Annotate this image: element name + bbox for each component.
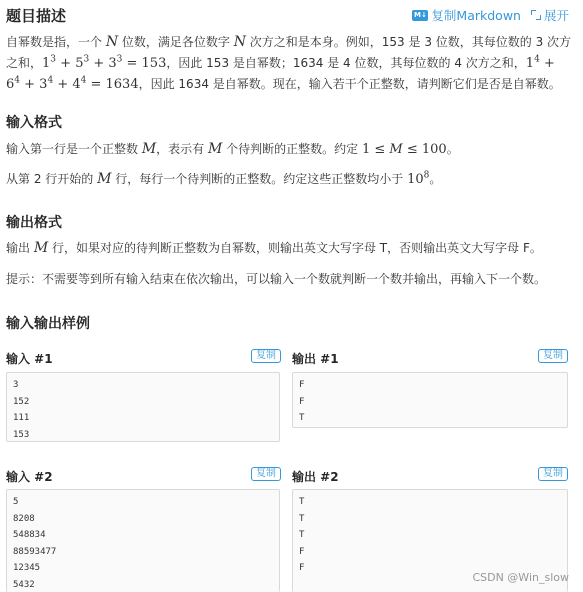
input-format-p1: 输入第一行是一个正整数 M，表示有 M 个待判断的正整数。约定 1 ≤ M ≤ 100。 [6, 141, 459, 157]
list-item: F [299, 546, 305, 557]
list-item: 88593477 [13, 546, 57, 557]
list-item: F [299, 563, 305, 573]
list-item: 111 [13, 413, 30, 423]
sample-output-1-label: 输出 #1 [292, 352, 339, 366]
markdown-icon: M↓ [414, 10, 427, 19]
expand-label: 展开 [543, 8, 569, 23]
description-text [6, 32, 574, 95]
sample-input-1[interactable] [6, 372, 280, 442]
sample-input-2[interactable] [6, 489, 280, 592]
input-format-p2: 从第 2 行开始的 M 行，每行一个待判断的正整数。约定这些正整数均小于 $10^8$。 [6, 170, 442, 187]
list-item: T [299, 513, 305, 524]
list-item: F [299, 380, 305, 390]
samples-heading: 输入输出样例 [6, 316, 90, 332]
problem-title: 题目描述 [6, 7, 67, 25]
copy-markdown-label: 复制Markdown [431, 8, 521, 23]
list-item: T [299, 530, 305, 540]
input-format-heading: 输入格式 [6, 115, 62, 131]
list-item: 5432 [13, 579, 35, 590]
description-line-1: 自幂数是指，一个 N 位数，满足各位数字 N 次方之和是本身。例如，153 是 3 位数，其每位数的 3 次方 [6, 34, 572, 50]
list-item: 152 [13, 396, 30, 407]
watermark: CSDN @Win_slow [472, 571, 569, 584]
sample-output-1[interactable] [292, 372, 568, 428]
list-item: 8208 [13, 513, 35, 524]
copy-markdown-button[interactable] [412, 6, 521, 24]
copy-input-1-button[interactable]: 复制 [251, 349, 281, 363]
output-format-heading: 输出格式 [6, 215, 62, 231]
toolbar [412, 6, 569, 24]
list-item: T [299, 497, 305, 507]
list-item: 5 [13, 497, 19, 507]
expand-button[interactable] [531, 6, 569, 24]
copy-output-1-button[interactable]: 复制 [538, 349, 568, 363]
list-item: 3 [13, 380, 19, 390]
description-line-3: $6^4 + 3^4 + 4^4 = 1634$，因此 1634 是自幂数。现在，输入若干个正整数，请判断它们是否是自幂数。 [6, 75, 561, 92]
list-item: 153 [13, 429, 30, 440]
list-item: 12345 [13, 563, 41, 573]
sample-input-2-label: 输入 #2 [6, 470, 53, 484]
list-item: 548834 [13, 530, 46, 540]
list-item: F [299, 396, 305, 407]
description-line-2: 之和，$1^3 + 5^3 + 3^3 = 153$，因此 153 是自幂数；1634 是 4 位数，其每位数的 4 次方之和，$1^4$ + [6, 54, 555, 71]
expand-icon [531, 10, 541, 20]
sample-output-2-label: 输出 #2 [292, 470, 339, 484]
sample-input-1-label: 输入 #1 [6, 352, 53, 366]
output-format-p1: 输出 M 行，如果对应的待判断正整数为自幂数，则输出英文大写字母 T，否则输出英文大写字母 F。 [6, 240, 542, 256]
copy-input-2-button[interactable]: 复制 [251, 467, 281, 481]
list-item: T [299, 413, 305, 423]
output-tip: 提示：不需要等到所有输入结束在依次输出，可以输入一个数就判断一个数并输出，再输入下一个数。 [6, 272, 547, 286]
copy-output-2-button[interactable]: 复制 [538, 467, 568, 481]
